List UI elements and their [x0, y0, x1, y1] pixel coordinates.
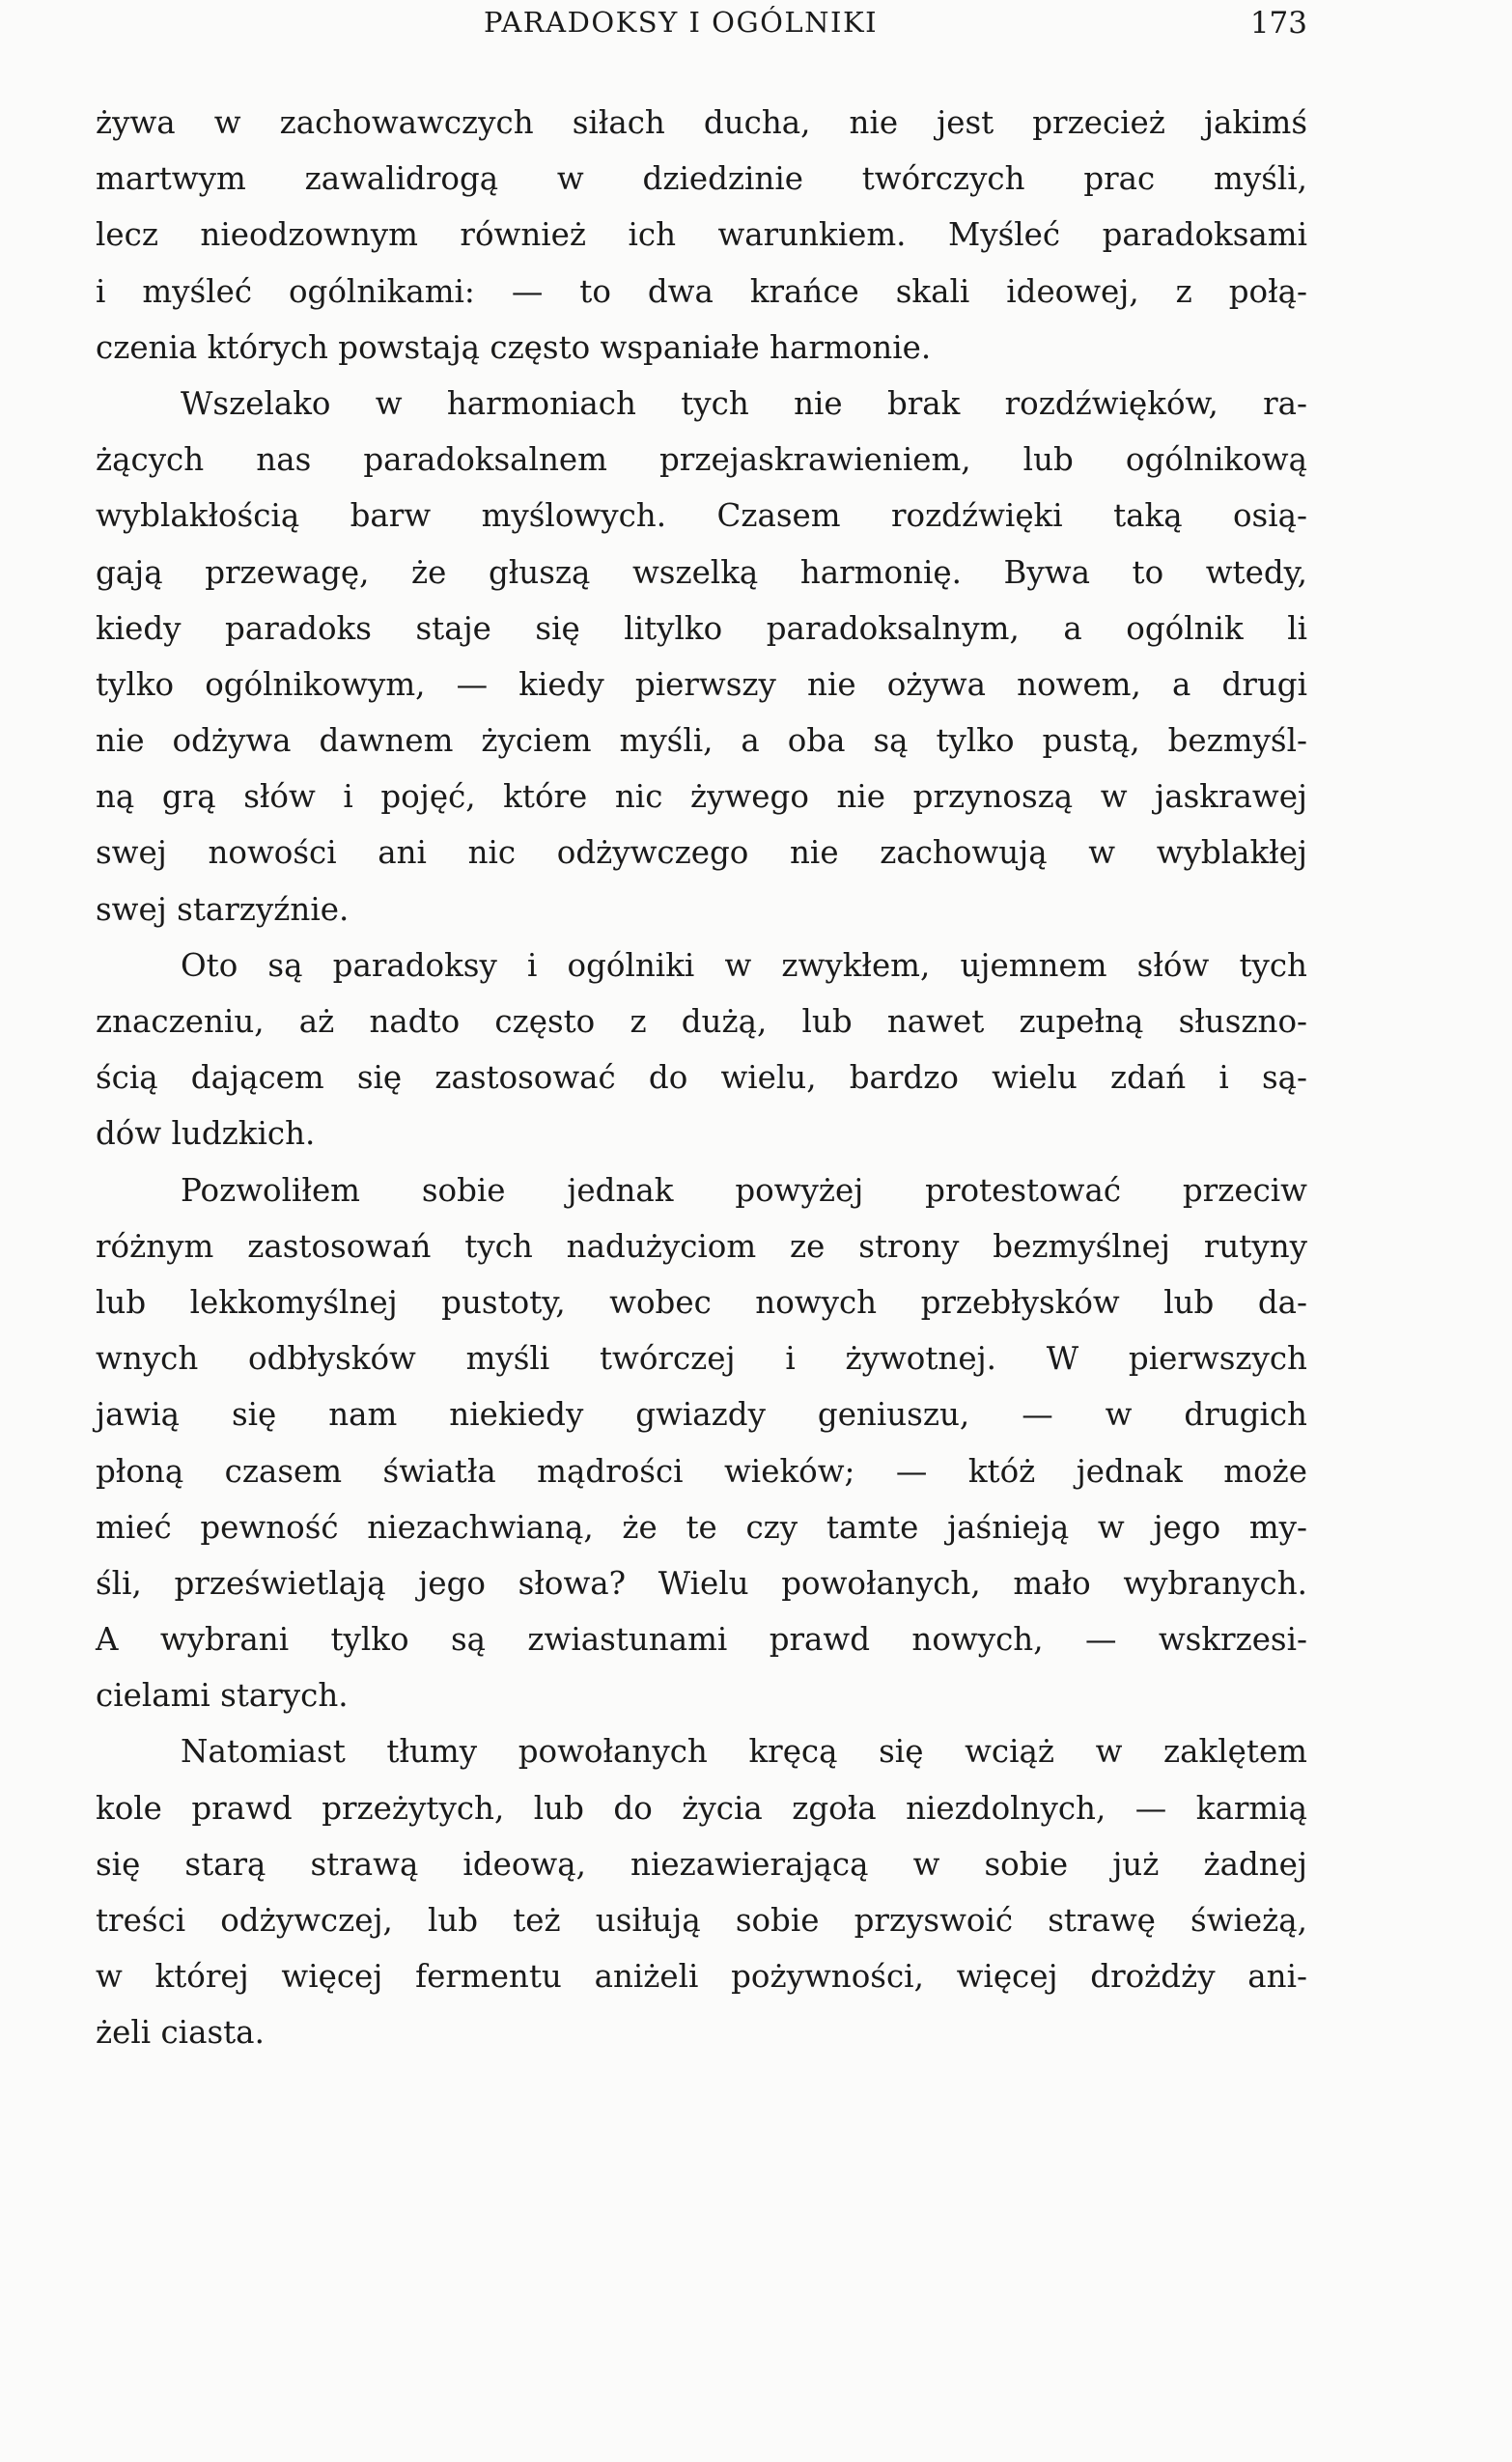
- page-header: [96, 6, 1307, 50]
- text-line: wyblakłością barw myślowych. Czasem rozdźwięki taką osią-: [96, 497, 1307, 535]
- text-line: kiedy paradoks staje się litylko paradoksalnym, a ogólnik li: [96, 609, 1307, 647]
- text-line: lecz nieodzownym również ich warunkiem. Myśleć paradoksami: [96, 216, 1307, 254]
- text-line: swej nowości ani nic odżywczego nie zachowują w wyblakłej: [96, 834, 1307, 872]
- text-line: mieć pewność niezachwianą, że te czy tamte jaśnieją w jego my-: [96, 1508, 1307, 1546]
- text-line: martwym zawalidrogą w dziedzinie twórczych prac myśli,: [96, 160, 1307, 198]
- page-number: 173: [1249, 6, 1307, 41]
- text-line: tylko ogólnikowym, — kiedy pierwszy nie ożywa nowem, a drugi: [96, 665, 1307, 703]
- text-line: wnych odbłysków myśli twórczej i żywotnej. W pierwszych: [96, 1340, 1307, 1378]
- text-line: ną grą słów i pojęć, które nic żywego nie przynoszą w jaskrawej: [96, 778, 1307, 816]
- paragraph: [96, 937, 1307, 1162]
- running-title: PARADOKSY I OGÓLNIKI: [484, 6, 879, 39]
- text-line: żeli ciasta.: [96, 2014, 265, 2052]
- paragraph: [96, 1723, 1307, 2060]
- text-line: żywa w zachowawczych siłach ducha, nie jest przecież jakimś: [96, 104, 1307, 141]
- text-line: w której więcej fermentu aniżeli pożywności, więcej drożdży ani-: [96, 1958, 1307, 1996]
- text-line: się starą strawą ideową, niezawierającą w sobie już żadnej: [96, 1845, 1307, 1883]
- text-line: Wszelako w harmoniach tych nie brak rozdźwięków, ra-: [181, 384, 1307, 422]
- text-line: nie odżywa dawnem życiem myśli, a oba są tylko pustą, bezmyśl-: [96, 722, 1307, 760]
- text-line: A wybrani tylko są zwiastunami prawd nowych, — wskrzesi-: [96, 1621, 1307, 1659]
- text-line: jawią się nam niekiedy gwiazdy geniuszu, — w drugich: [96, 1396, 1307, 1434]
- paragraph: [96, 95, 1307, 376]
- text-line: czenia których powstają często wspaniałe harmonie.: [96, 328, 932, 366]
- text-line: treści odżywczej, lub też usiłują sobie przyswoić strawę świeżą,: [96, 1902, 1307, 1939]
- text-line: lub lekkomyślnej pustoty, wobec nowych przebłysków lub da-: [96, 1283, 1307, 1321]
- paragraph: [96, 376, 1307, 937]
- text-line: Pozwoliłem sobie jednak powyżej protestować przeciw: [181, 1171, 1307, 1209]
- text-line: płoną czasem światła mądrości wieków; — któż jednak może: [96, 1452, 1307, 1490]
- text-line: śli, prześwietlają jego słowa? Wielu powołanych, mało wybranych.: [96, 1564, 1307, 1602]
- text-line: cielami starych.: [96, 1677, 349, 1715]
- text-line: gają przewagę, że głuszą wszelką harmonię. Bywa to wtedy,: [96, 553, 1307, 591]
- text-line: Oto są paradoksy i ogólniki w zwykłem, ujemnem słów tych: [181, 946, 1307, 984]
- paragraph: [96, 1162, 1307, 1724]
- text-line: i myśleć ogólnikami: — to dwa krańce skali ideowej, z połą-: [96, 272, 1307, 310]
- text-line: żących nas paradoksalnem przejaskrawieniem, lub ogólnikową: [96, 441, 1307, 479]
- body-text: [96, 95, 1307, 2061]
- text-line: swej starzyźnie.: [96, 890, 350, 928]
- text-line: ścią dającem się zastosować do wielu, bardzo wielu zdań i są-: [96, 1059, 1307, 1097]
- text-line: kole prawd przeżytych, lub do życia zgoła niezdolnych, — karmią: [96, 1789, 1307, 1827]
- text-line: różnym zastosowań tych nadużyciom ze strony bezmyślnej rutyny: [96, 1227, 1307, 1265]
- text-line: znaczeniu, aż nadto często z dużą, lub nawet zupełną słuszno-: [96, 1003, 1307, 1040]
- text-line: dów ludzkich.: [96, 1115, 316, 1153]
- text-line: Natomiast tłumy powołanych kręcą się wciąż w zaklętem: [181, 1733, 1307, 1771]
